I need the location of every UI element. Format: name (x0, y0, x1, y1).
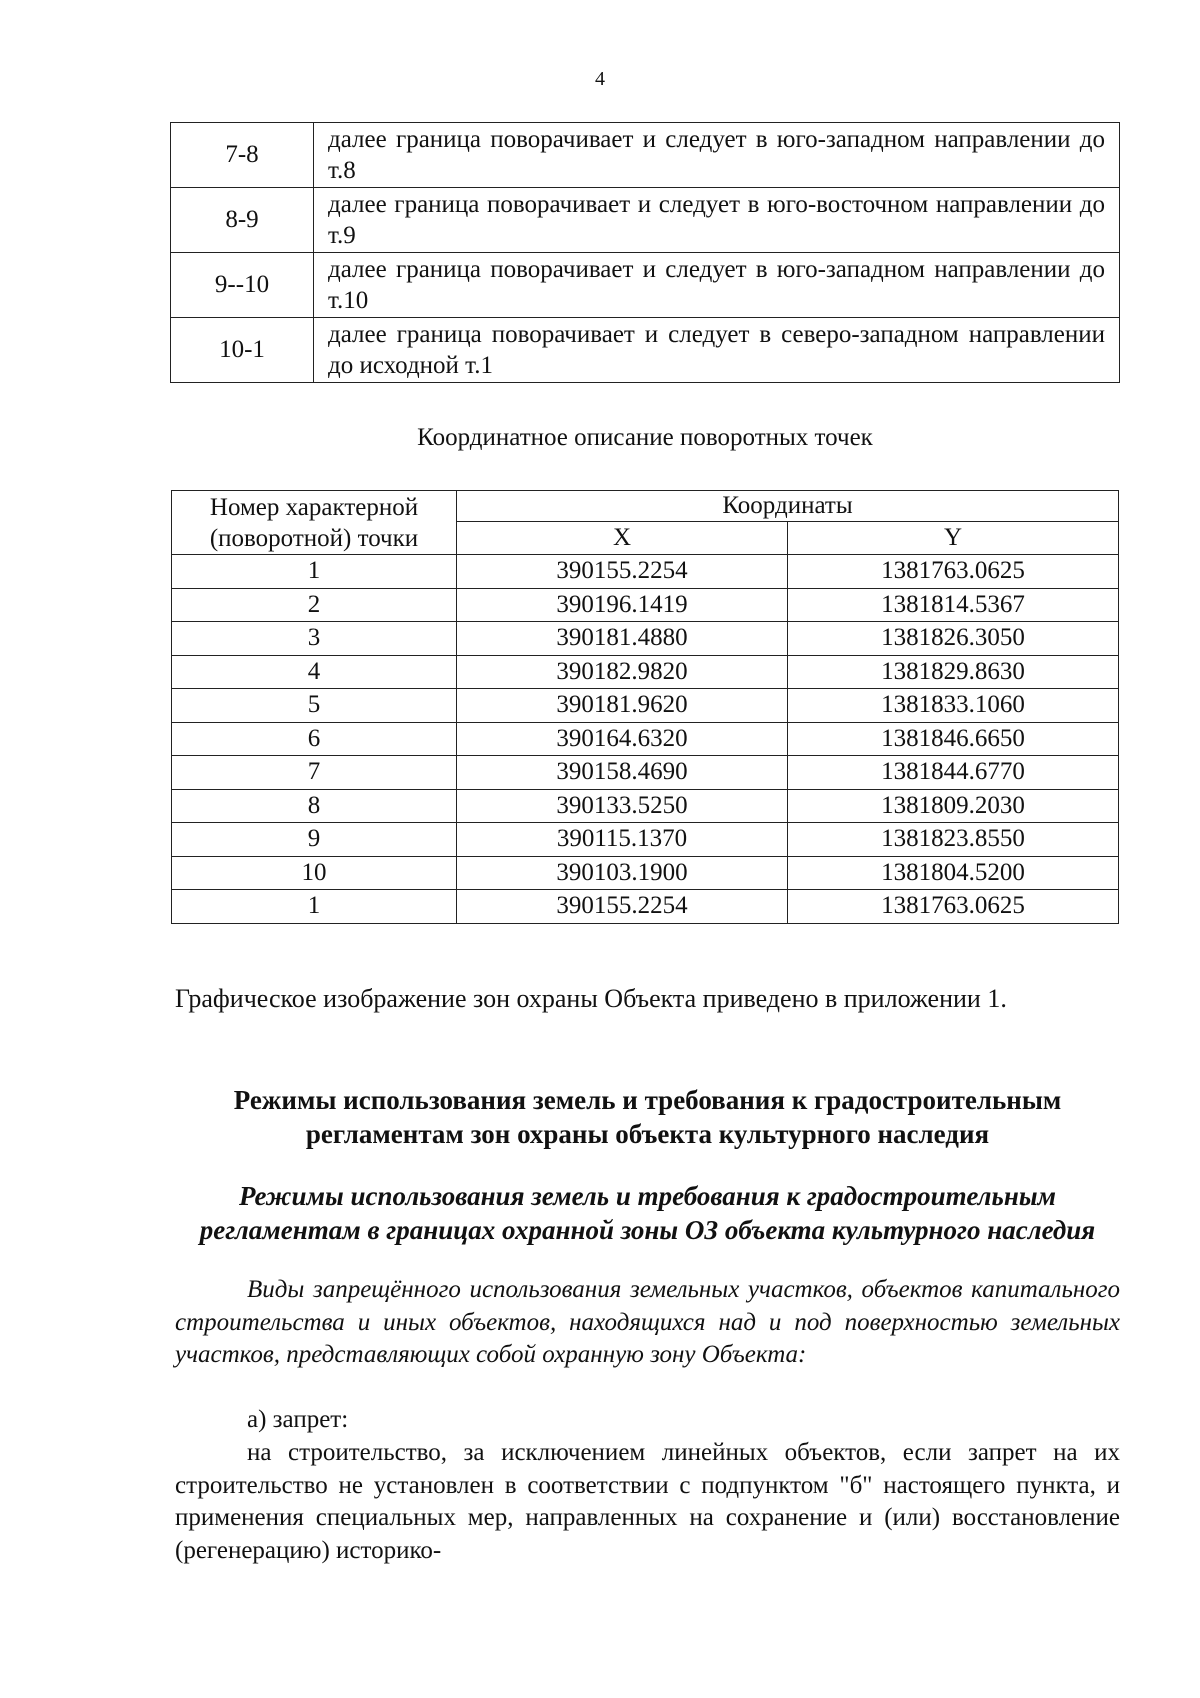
prohibited-uses-paragraph: Виды запрещённого использования земельных участков, объектов капитального строительства и иных объектов, находящихся над и под поверхностью земельных участков, представляющих собой охранную зону Объекта: (175, 1276, 1120, 1368)
header-y: Y (788, 522, 1119, 555)
coordinate-row (172, 823, 1119, 857)
construction-prohibition-paragraph: на строительство, за исключением линейных объектов, если запрет на их строительство не установлен в соответствии с подпунктом "б" настоящего пункта, и применения специальных мер, направленных на сохранение и (или) восстановление (регенерацию) историко- (175, 1439, 1120, 1564)
y-coordinate-cell: 1381809.2030 (788, 789, 1119, 823)
point-number-cell: 4 (172, 655, 457, 689)
item-a-paragraph: а) запрет: (247, 1406, 349, 1433)
y-coordinate-cell: 1381829.8630 (788, 655, 1119, 689)
coordinate-row (172, 789, 1119, 823)
y-coordinate-cell: 1381844.6770 (788, 756, 1119, 790)
boundary-row (171, 188, 1120, 253)
coordinate-row (172, 856, 1119, 890)
subsection-heading: Режимы использования земель и требования к градостроительным регламентам в границах охранной зоны ОЗ объекта культурного наследия (199, 1181, 1096, 1245)
point-number-cell: 10 (172, 856, 457, 890)
y-coordinate-cell: 1381804.5200 (788, 856, 1119, 890)
point-number-cell: 8 (172, 789, 457, 823)
coordinate-row (172, 689, 1119, 723)
y-coordinate-cell: 1381826.3050 (788, 622, 1119, 656)
y-coordinate-cell: 1381846.6650 (788, 722, 1119, 756)
boundary-description-table (170, 122, 1120, 383)
x-coordinate-cell: 390158.4690 (457, 756, 788, 790)
boundary-segment: 8-9 (171, 188, 314, 253)
x-coordinate-cell: 390133.5250 (457, 789, 788, 823)
boundary-description: далее граница поворачивает и следует в юго-западном направлении до т.10 (314, 253, 1120, 318)
y-coordinate-cell: 1381763.0625 (788, 555, 1119, 589)
header-coordinates: Координаты (457, 491, 1119, 522)
boundary-row (171, 318, 1120, 383)
boundary-description: далее граница поворачивает и следует в юго-западном направлении до т.8 (314, 123, 1120, 188)
boundary-description: далее граница поворачивает и следует в северо-западном направлении до исходной т.1 (314, 318, 1120, 383)
graphic-note: Графическое изображение зон охраны Объекта приведено в приложении 1. (175, 984, 1007, 1013)
x-coordinate-cell: 390181.4880 (457, 622, 788, 656)
x-coordinate-cell: 390155.2254 (457, 890, 788, 924)
x-coordinate-cell: 390115.1370 (457, 823, 788, 857)
x-coordinate-cell: 390181.9620 (457, 689, 788, 723)
coordinate-row (172, 588, 1119, 622)
point-number-cell: 7 (172, 756, 457, 790)
boundary-row (171, 253, 1120, 318)
coordinate-row (172, 655, 1119, 689)
page-number: 4 (595, 68, 605, 90)
x-coordinate-cell: 390103.1900 (457, 856, 788, 890)
coordinate-row (172, 722, 1119, 756)
coordinates-table (171, 490, 1119, 924)
coordinate-row (172, 555, 1119, 589)
coordinate-row (172, 622, 1119, 656)
point-number-cell: 9 (172, 823, 457, 857)
boundary-description: далее граница поворачивает и следует в юго-восточном направлении до т.9 (314, 188, 1120, 253)
section-heading: Режимы использования земель и требования к градостроительным регламентам зон охраны объекта культурного наследия (233, 1085, 1062, 1149)
header-point-number: Номер характерной (поворотной) точки (172, 491, 457, 555)
boundary-segment: 10-1 (171, 318, 314, 383)
point-number-cell: 3 (172, 622, 457, 656)
coordinate-row (172, 756, 1119, 790)
boundary-segment: 7-8 (171, 123, 314, 188)
boundary-row (171, 123, 1120, 188)
y-coordinate-cell: 1381814.5367 (788, 588, 1119, 622)
boundary-segment: 9--10 (171, 253, 314, 318)
coordinate-row (172, 890, 1119, 924)
y-coordinate-cell: 1381833.1060 (788, 689, 1119, 723)
x-coordinate-cell: 390196.1419 (457, 588, 788, 622)
point-number-cell: 5 (172, 689, 457, 723)
coords-table-caption: Координатное описание поворотных точек (417, 424, 873, 451)
y-coordinate-cell: 1381823.8550 (788, 823, 1119, 857)
y-coordinate-cell: 1381763.0625 (788, 890, 1119, 924)
header-x: X (457, 522, 788, 555)
point-number-cell: 6 (172, 722, 457, 756)
point-number-cell: 1 (172, 890, 457, 924)
point-number-cell: 2 (172, 588, 457, 622)
x-coordinate-cell: 390164.6320 (457, 722, 788, 756)
point-number-cell: 1 (172, 555, 457, 589)
x-coordinate-cell: 390155.2254 (457, 555, 788, 589)
x-coordinate-cell: 390182.9820 (457, 655, 788, 689)
